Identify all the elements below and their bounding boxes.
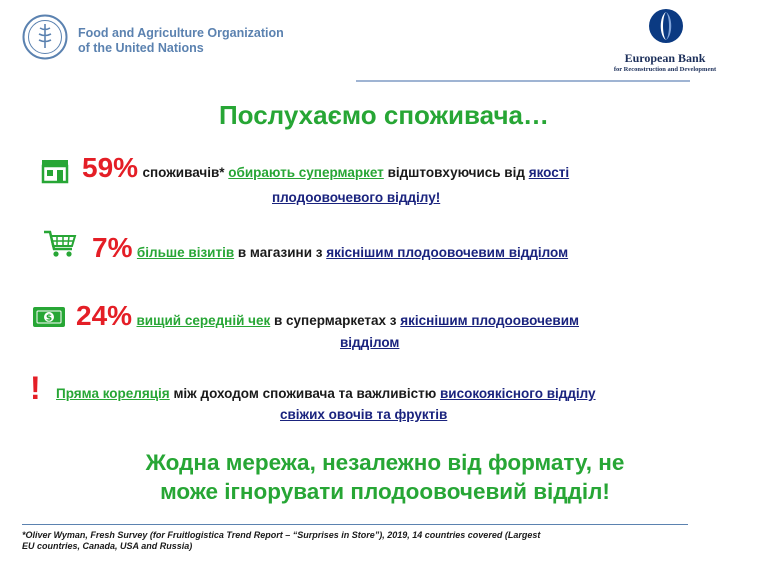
ebrd-name: European Bank for Reconstruction and Development <box>613 51 717 73</box>
stat-percent: 24% <box>76 300 133 331</box>
footer-divider <box>22 524 688 525</box>
closing-statement: Жодна мережа, незалежно від формату, не може ігнорувати плодоовочевий відділ! <box>145 450 625 504</box>
stat-row-correlation <box>30 370 41 407</box>
stat-row-24-cont: відділом <box>340 335 400 350</box>
ebrd-logo-icon <box>648 8 684 44</box>
stat-row-correlation-cont: свіжих овочів та фруктів <box>280 407 448 422</box>
stat-row-59-cont: плодоовочевого відділу! <box>272 190 441 205</box>
exclamation-mark: ! <box>30 370 41 406</box>
fao-name: Food and Agriculture Organization of the United Nations <box>78 26 284 55</box>
stat-percent: 59% <box>82 152 139 183</box>
stat-row-24: 24% вищий середній чек в супермаркетах з якіснішим плодоовочевим <box>76 300 580 331</box>
header-divider <box>356 80 690 82</box>
stat-row-7: 7% більше візитів в магазини з якіснішим плодоовочевим відділом <box>92 232 569 263</box>
stat-percent: 7% <box>92 232 133 263</box>
stat-row-59: 59% споживачів* обирають супермаркет відштовхуючись від якості <box>82 152 570 183</box>
footnote: *Oliver Wyman, Fresh Survey (for Fruitlogistica Trend Report – “Surprises in Store”), 2019, 14 countries covered (Largest EU countries, Canada, USA and Russia) <box>22 530 541 551</box>
shopping-cart-icon <box>42 229 78 259</box>
fao-logo-icon <box>22 14 68 60</box>
page-title: Послухаємо споживача… <box>218 100 550 130</box>
money-icon <box>32 306 66 328</box>
svg-text:$: $ <box>45 313 53 324</box>
store-icon <box>40 158 70 184</box>
stat-row-correlation-text: Пряма кореляція між доходом споживача та важливістю високоякісного відділу <box>56 386 596 401</box>
